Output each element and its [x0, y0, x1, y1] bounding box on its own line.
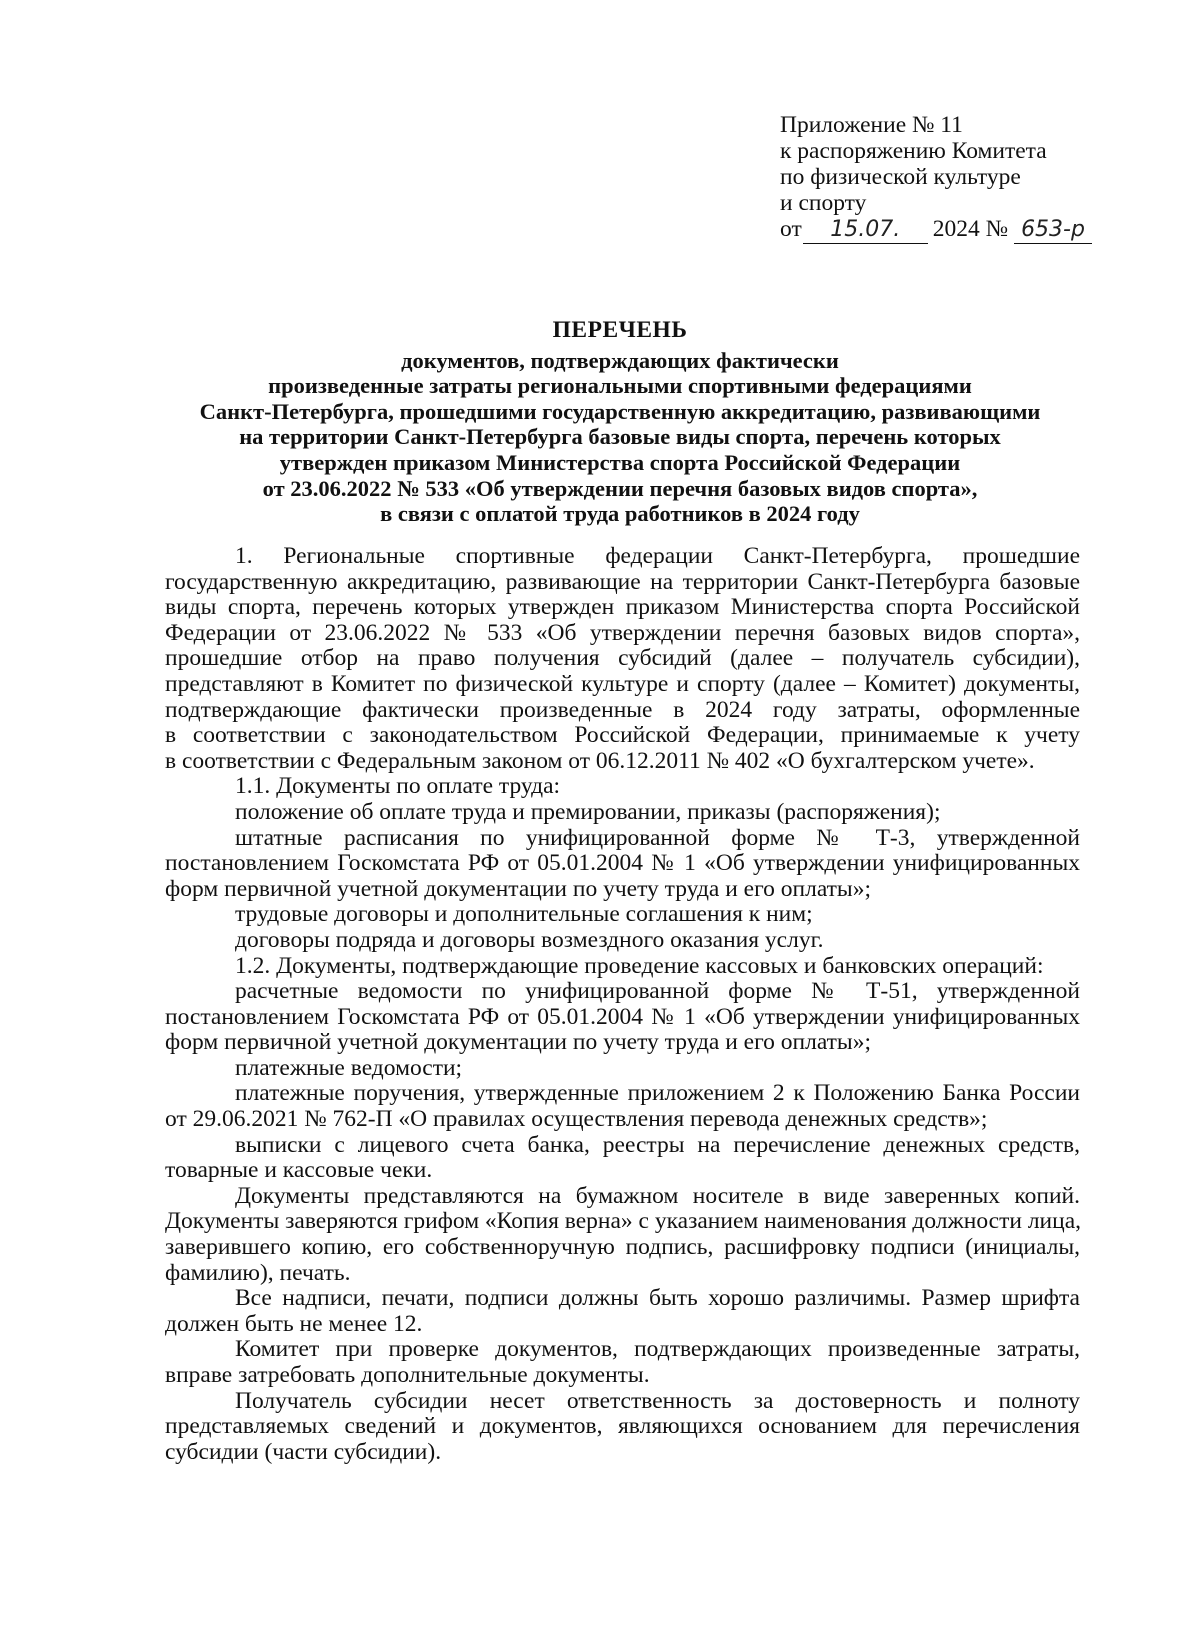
text-line: форм первичной учетной документации по учету труда и его оплаты»; [165, 1029, 871, 1056]
title-line: утвержден приказом Министерства спорта Российской Федерации [279, 449, 961, 475]
text-line: Документы заверяются грифом «Копия верна» с указанием наименования должности лица, [165, 1208, 1082, 1235]
text-line: от 29.06.2021 № 762-П «О правилах осуществления перевода денежных средств»; [165, 1106, 988, 1133]
title-heading: ПЕРЕЧЕНЬ [552, 317, 688, 343]
appendix-sport-line: и спорту [780, 190, 867, 216]
document-title [160, 318, 1080, 527]
text-line: 1.1. Документы по оплате труда: [235, 773, 561, 800]
paragraph-certification [165, 1184, 1080, 1286]
title-line: на территории Санкт-Петербурга базовые виды спорта, перечень которых [239, 424, 1001, 450]
year-label: 2024 № [932, 216, 1009, 242]
text-line: выписки с лицевого счета банка, реестры на перечисление денежных средств, [235, 1131, 1080, 1158]
text-line: прошедшие отбор на право получения субсидий (далее – получатель субсидии), [165, 645, 1080, 672]
text-line: Комитет при проверке документов, подтверждающих произведенные затраты, [235, 1336, 1080, 1363]
text-line: товарные и кассовые чеки. [165, 1157, 433, 1184]
list-item [165, 826, 1080, 903]
text-line: расчетные ведомости по унифицированной форме № Т-51, утвержденной [235, 978, 1080, 1005]
text-line: постановлением Госкомстата РФ от 05.01.2004 № 1 «Об утверждении унифицированных [165, 850, 1080, 877]
section-1-2-heading [165, 954, 1080, 980]
text-line: 1.2. Документы, подтверждающие проведение кассовых и банковских операций: [235, 952, 1044, 979]
list-item [165, 1133, 1080, 1184]
text-line: платежные поручения, утвержденные приложением 2 к Положению Банка России [235, 1080, 1080, 1107]
title-line: произведенные затраты региональными спортивными федерациями [268, 373, 972, 399]
list-item [165, 1081, 1080, 1132]
title-line: документов, подтверждающих фактически [401, 347, 839, 373]
paragraph-recipient [165, 1389, 1080, 1466]
text-line: Все надписи, печати, подписи должны быть хорошо различимы. Размер шрифта [235, 1285, 1080, 1312]
text-line: виды спорта, перечень которых утвержден приказом Министерства спорта Российской [165, 594, 1080, 621]
appendix-order-line: к распоряжению Комитета [780, 138, 1047, 164]
date-prefix: от [780, 216, 802, 242]
text-line: должен быть не менее 12. [165, 1310, 423, 1337]
text-line: платежные ведомости; [235, 1054, 463, 1081]
text-line: подтверждающие фактически произведенные в 2024 году затраты, оформленные [165, 696, 1080, 723]
paragraph-legibility [165, 1286, 1080, 1337]
text-line: договоры подряда и договоры возмездного оказания услуг. [235, 926, 824, 953]
appendix-reference [780, 112, 1110, 244]
text-line: форм первичной учетной документации по учету труда и его оплаты»; [165, 875, 871, 902]
text-line: заверившего копию, его собственноручную подпись, расшифровку подписи (инициалы, [165, 1234, 1080, 1261]
order-date-line [780, 216, 1110, 244]
handwritten-order-number: 653-р [1014, 217, 1092, 244]
paragraph-1 [165, 544, 1080, 774]
text-line: в соответствии с законодательством Российской Федерации, принимаемые к учету [165, 722, 1080, 749]
list-item [165, 800, 1080, 826]
list-item [165, 979, 1080, 1056]
text-line: положение об оплате труда и премировании, приказы (распоряжения); [235, 798, 941, 825]
list-item [165, 928, 1080, 954]
text-line: штатные расписания по унифицированной форме № Т-3, утвержденной [235, 824, 1080, 851]
text-line: 1. Региональные спортивные федерации Санкт-Петербурга, прошедшие [235, 543, 1080, 569]
section-1-1-heading [165, 774, 1080, 800]
text-line: Получатель субсидии несет ответственность за достоверность и полноту [235, 1387, 1080, 1414]
text-line: трудовые договоры и дополнительные соглашения к ним; [235, 901, 813, 928]
text-line: фамилию), печать. [165, 1259, 351, 1286]
title-line: в связи с оплатой труда работников в 2024 году [380, 501, 860, 527]
list-item [165, 1056, 1080, 1082]
paragraph-committee [165, 1337, 1080, 1388]
text-line: государственную аккредитацию, развивающие на территории Санкт-Петербурга базовые [165, 568, 1080, 595]
text-line: представляют в Комитет по физической культуре и спорту (далее – Комитет) документы, [165, 670, 1080, 697]
appendix-committee-line: по физической культуре [780, 164, 1021, 190]
appendix-number: Приложение № 11 [780, 112, 963, 138]
text-line: субсидии (части субсидии). [165, 1438, 442, 1465]
title-line: от 23.06.2022 № 533 «Об утверждении перечня базовых видов спорта», [262, 475, 978, 501]
text-line: вправе затребовать дополнительные документы. [165, 1362, 650, 1388]
text-line: представляемых сведений и документов, являющихся основанием для перечисления [165, 1413, 1080, 1440]
list-item [165, 902, 1080, 928]
text-line: в соответствии с Федеральным законом от 06.12.2011 № 402 «О бухгалтерском учете». [165, 747, 1035, 774]
text-line: Документы представляются на бумажном носителе в виде заверенных копий. [235, 1182, 1080, 1209]
document-body [165, 544, 1080, 1465]
handwritten-date: 15.07. [803, 217, 928, 244]
title-line: Санкт-Петербурга, прошедшими государственную аккредитацию, развивающими [199, 398, 1041, 424]
text-line: Федерации от 23.06.2022 № 533 «Об утверждении перечня базовых видов спорта», [165, 619, 1080, 646]
text-line: постановлением Госкомстата РФ от 05.01.2004 № 1 «Об утверждении унифицированных [165, 1003, 1080, 1030]
